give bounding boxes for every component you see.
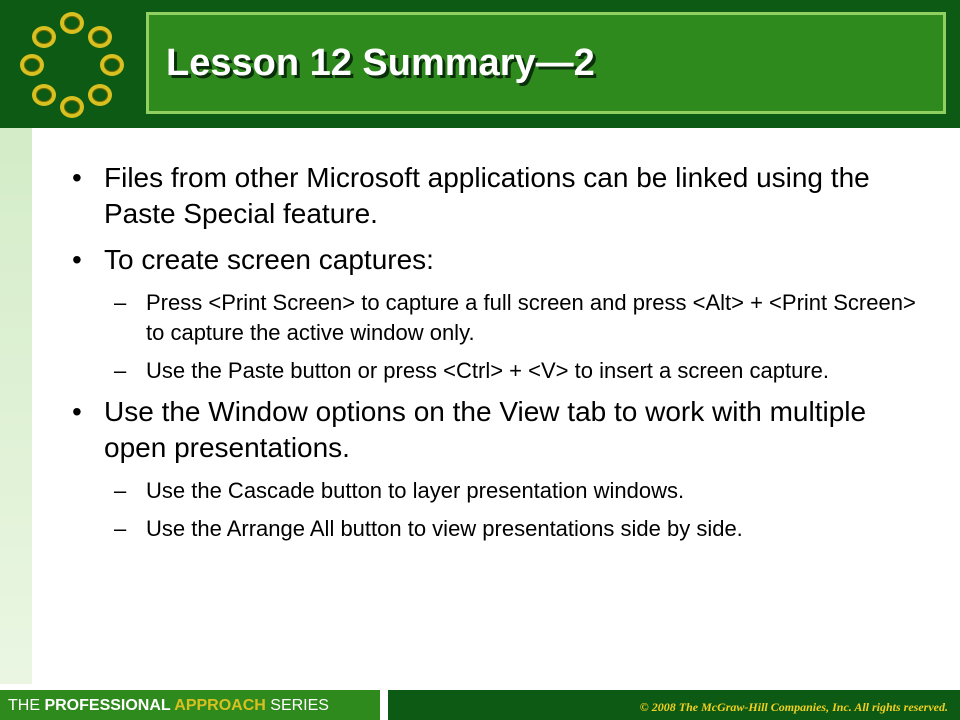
bullet-icon: • <box>72 396 82 427</box>
sub-bullet-text: Use the Cascade button to layer presentation windows. <box>146 478 685 503</box>
series-approach: APPROACH <box>170 697 266 714</box>
bullet-text: Files from other Microsoft applications can be linked using the Paste Special feature. <box>104 162 870 229</box>
bullet-item <box>60 160 920 232</box>
dash-icon: – <box>114 478 127 503</box>
series-label <box>8 697 329 715</box>
dash-icon: – <box>114 516 127 541</box>
ring-icon <box>100 54 124 76</box>
bullet-item <box>60 242 920 278</box>
ring-icon <box>20 54 44 76</box>
side-bar <box>0 128 32 684</box>
bullet-icon: • <box>72 244 82 275</box>
sub-bullet-text: Press <Print Screen> to capture a full screen and press <Alt> + <Print Screen> to capture the active window only. <box>146 290 916 345</box>
slide-content <box>60 160 920 552</box>
ring-icon <box>60 12 84 34</box>
bullet-item <box>60 394 920 466</box>
copyright-text: © 2008 The McGraw-Hill Companies, Inc. All rights reserved. <box>639 700 948 714</box>
dash-icon: – <box>114 290 127 315</box>
slide-title: Lesson 12 Summary—2 <box>166 42 595 84</box>
dash-icon: – <box>114 358 127 383</box>
sub-bullet-text: Use the Arrange All button to view presentations side by side. <box>146 516 743 541</box>
series-professional: PROFESSIONAL <box>44 697 171 714</box>
ring-icon <box>88 26 112 48</box>
ring-icon <box>88 84 112 106</box>
sub-bullet-item <box>60 476 920 506</box>
ring-icon <box>60 96 84 118</box>
ring-icon <box>32 84 56 106</box>
sub-bullet-item <box>60 288 920 348</box>
bullet-icon: • <box>72 162 82 193</box>
sub-bullet-item <box>60 514 920 544</box>
series-series: SERIES <box>265 697 329 714</box>
ring-icon <box>32 26 56 48</box>
bullet-text: Use the Window options on the View tab to work with multiple open presentations. <box>104 396 867 463</box>
bullet-text: To create screen captures: <box>104 244 434 275</box>
sub-bullet-text: Use the Paste button or press <Ctrl> + <V> to insert a screen capture. <box>146 358 829 383</box>
series-the: THE <box>8 697 45 714</box>
sub-bullet-item <box>60 356 920 386</box>
